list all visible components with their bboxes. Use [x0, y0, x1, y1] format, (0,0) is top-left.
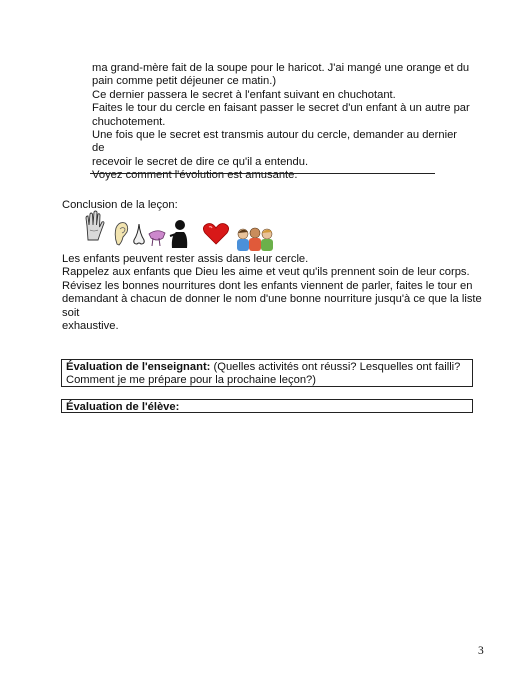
story-line: Faites le tour du cercle en faisant passer le secret d'un enfant à un autre par [92, 102, 470, 115]
eye-icon [168, 218, 190, 250]
teacher-evaluation-prompt: (Quelles activités ont réussi? Lesquelles ont failli? [210, 361, 461, 373]
student-evaluation-label: Évaluation de l'élève: [66, 401, 180, 413]
children-icon [234, 226, 276, 252]
teacher-evaluation-box [61, 359, 473, 387]
conclusion-line: Les enfants peuvent rester assis dans leur cercle. [62, 253, 309, 265]
conclusion-line: Rappelez aux enfants que Dieu les aime et veut qu'ils prennent soin de leur corps. [62, 266, 470, 279]
teacher-evaluation-prompt-line2: Comment je me prépare pour la prochaine leçon?) [66, 374, 316, 387]
story-line: chuchotement. [92, 115, 166, 128]
teacher-evaluation-label: Évaluation de l'enseignant: [66, 361, 211, 373]
story-line: ma grand-mère fait de la soupe pour le haricot. J'ai mangé une orange et du [92, 62, 470, 74]
story-line: pain comme petit déjeuner ce matin.) [92, 75, 277, 88]
story-line: Ce dernier passera le secret à l'enfant suivant en chuchotant. [92, 88, 396, 101]
heart-icon [202, 222, 230, 246]
tongue-icon [147, 226, 167, 248]
hand-icon [84, 210, 106, 244]
page-number: 3 [478, 645, 484, 657]
story-line: Une fois que le secret est transmis autour du cercle, demander au dernier de [92, 129, 458, 155]
story-line: recevoir le secret de dire ce qu'il a entendu. [92, 155, 309, 168]
story-line: Voyez comment l'évolution est amusante. [92, 169, 298, 182]
story-instructions [92, 62, 472, 183]
nose-icon [132, 222, 146, 248]
conclusion-body [62, 253, 482, 333]
student-evaluation-box [61, 399, 473, 413]
senses-icon-row [84, 210, 284, 256]
conclusion-line: Révisez les bonnes nourritures dont les enfants viennent de parler, faites le tour en [62, 279, 473, 292]
conclusion-line: demandant à chacun de donner le nom d'une bonne nourriture jusqu'à ce que la liste soit [62, 293, 482, 319]
conclusion-line: exhaustive. [62, 320, 119, 333]
conclusion-heading: Conclusion de la leçon: [62, 199, 178, 211]
ear-icon [112, 220, 130, 248]
section-divider [90, 173, 435, 174]
